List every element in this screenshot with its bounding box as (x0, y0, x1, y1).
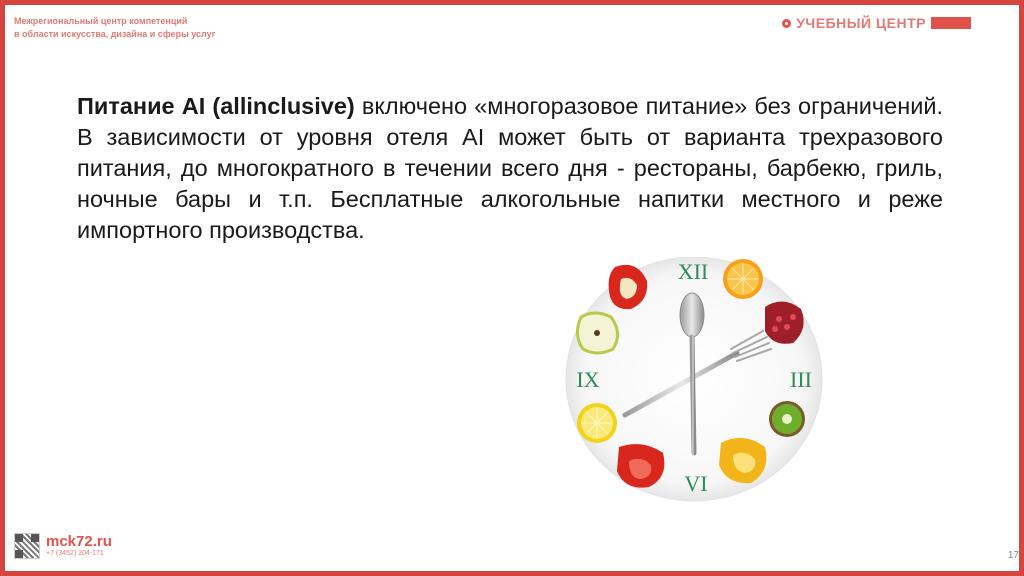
phone-number: +7 (3452) 204-171 (46, 549, 104, 557)
clock-numeral-3: III (790, 367, 812, 392)
brand-tag-icon (931, 17, 971, 29)
term-description: включено «многоразовое питание» без ограничений. В зависимости от уровня отеля AI может быть от варианта трехразового питания, до многократного в течении всего дня - рестораны, барбекю, гриль, ночные бары и т.п. Бесплатные алкогольные напитки местного и реже импортного производства. (77, 93, 943, 243)
qr-code-icon (14, 533, 40, 559)
website-link[interactable]: mck72.ru (46, 532, 112, 550)
tomato-slice-icon (617, 444, 664, 488)
clock-numeral-12: XII (677, 259, 709, 284)
brand-logo (782, 15, 971, 31)
lemon-slice-icon (577, 403, 617, 443)
brand-circle-icon (782, 19, 791, 28)
kiwi-slice-icon (769, 401, 805, 437)
brand-name: УЧЕБНЫЙ ЦЕНТР (796, 15, 926, 31)
clock-numeral-9: IX (576, 367, 600, 392)
clock-numeral-6: VI (684, 471, 708, 496)
organization-name (14, 15, 215, 41)
term-heading: Питание AI (allinclusive) (77, 93, 355, 119)
org-line-1: Межрегиональный центр компетенций (14, 16, 188, 26)
footer-contacts (14, 533, 112, 559)
org-line-2: в области искусства, дизайна и сферы услуг (14, 29, 216, 39)
main-paragraph (77, 91, 943, 246)
food-clock-image (553, 257, 843, 519)
pomegranate-icon (765, 301, 804, 343)
apple-slice-icon (577, 313, 617, 353)
food-clock-illustration (553, 257, 843, 519)
orange-slice-icon (723, 259, 763, 299)
page-number: 17 (1007, 550, 1019, 561)
